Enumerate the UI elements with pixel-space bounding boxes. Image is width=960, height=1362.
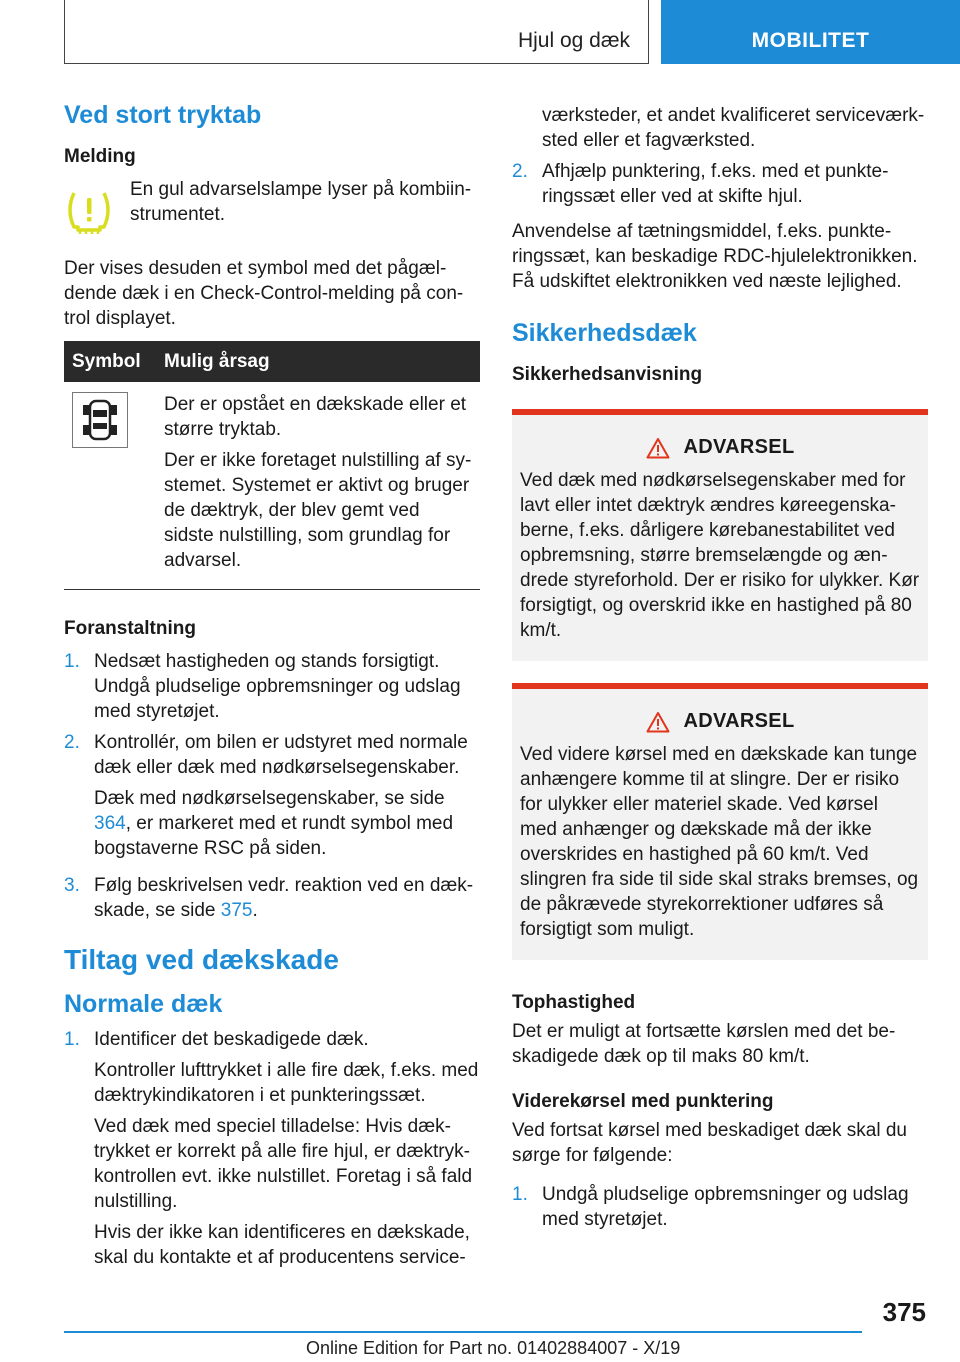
symbol-table bbox=[64, 341, 480, 590]
step-text: Undgå pludselige opbremsninger og udslag med styretøjet. bbox=[542, 1184, 909, 1230]
warning-lamp-text: En gul advarselslampe lyser på kombiinstrumentet. bbox=[130, 179, 472, 225]
tire-position-icon bbox=[72, 392, 128, 448]
symbol-description: Der vises desuden et symbol med det pågældende dæk i en Check-Control-melding på control displayet. bbox=[64, 258, 464, 329]
label-top-speed: Tophastighed bbox=[512, 992, 636, 1013]
left-column bbox=[64, 100, 480, 1286]
sealant-note: Anvendelse af tætningsmiddel, f.eks. punkteringssæt, kan beskadige RDC-hjulelektronikken. Få udskiftet elektronikken ved næste lejlighed. bbox=[512, 221, 918, 292]
step-number: 3. bbox=[64, 875, 80, 896]
warning-triangle-icon bbox=[646, 437, 670, 459]
page-link-364[interactable]: 364 bbox=[94, 813, 126, 834]
list-item bbox=[64, 873, 480, 923]
label-message: Melding bbox=[64, 146, 136, 167]
step-number: 1. bbox=[64, 651, 80, 672]
step-text: Følg beskrivelsen vedr. reaktion ved en dækskade, se side 375. bbox=[94, 875, 474, 921]
table-header-symbol: Symbol bbox=[64, 341, 156, 382]
warning-text: Ved videre kørsel med en dækskade kan tunge anhængere komme til at slingre. Der er risiko for ulykker eller materiel skade. Ved kørsel med anhænger og dækskade må der ikke overskrides en hastighed på 60 km/t. Ved slingren fra side til side skal straks bremses, og de påkrævede styrekorrektioner udføres så forsigtigt som muligt. bbox=[520, 744, 919, 940]
table-cell-cause bbox=[156, 382, 480, 590]
heading-safety-tires: Sikkerhedsdæk bbox=[512, 319, 697, 347]
warning-lamp-row bbox=[64, 177, 480, 242]
heading-normal-tires: Normale dæk bbox=[64, 990, 223, 1018]
cause-1: Der er opstået en dækskade eller et større tryktab. bbox=[164, 394, 467, 440]
step-number: 2. bbox=[512, 161, 528, 182]
header-section-title: Hjul og dæk bbox=[517, 29, 630, 52]
table-row bbox=[64, 382, 480, 590]
step-note: Ved dæk med speciel tilladelse: Hvis dæktrykket er korrekt på alle fire hjul, er dæktrykkontrollen evt. ikke nulstillet. Foretag i så fald nulstilling. bbox=[94, 1116, 473, 1212]
step-number: 1. bbox=[512, 1184, 528, 1205]
normal-steps bbox=[64, 1027, 480, 1276]
list-item bbox=[64, 649, 480, 724]
warning-box-1 bbox=[512, 409, 928, 661]
step-note: Hvis der ikke kan identificeres en dækskade, skal du kontakte et af producentens service- bbox=[94, 1222, 470, 1268]
label-continue-puncture: Viderekørsel med punktering bbox=[512, 1091, 774, 1112]
footer-divider bbox=[64, 1331, 862, 1333]
step-note: Kontroller lufttrykket i alle fire dæk, f.eks. med dæktrykindikatoren i et punkteringssæt. bbox=[94, 1060, 479, 1106]
cause-2: Der er ikke foretaget nulstilling af systemet. Systemet er aktivt og bruger de dæktryk, der blev gemt ved sidste nulstilling, som grundlag for advarsel. bbox=[164, 450, 472, 571]
step-text: Afhjælp punktering, f.eks. med et punkteringssæt eller ved at skifte hjul. bbox=[542, 161, 889, 207]
warning-text: Ved dæk med nødkørselsegenskaber med for lavt eller intet dæktryk ændres køreegenskaberne, f.eks. dårligere kørebanestabilitet ved opbremsning, større bremselængde og ændrede styreforhold. Der er risiko for ulykker. Kør forsigtigt, og overskrid ikke en hastighed på 80 km/t. bbox=[520, 470, 920, 641]
step-body bbox=[94, 1027, 480, 1276]
header-chapter-tab[interactable]: MOBILITET bbox=[661, 0, 960, 64]
label-measure: Foranstaltning bbox=[64, 618, 196, 639]
warning-title: ADVARSEL bbox=[520, 709, 920, 734]
step-text: Nedsæt hastigheden og stands forsigtigt. Undgå pludselige opbremsninger og udslag med styretøjet. bbox=[94, 651, 461, 722]
step-body bbox=[94, 730, 480, 867]
page-number: 375 bbox=[882, 1297, 926, 1327]
step-text: Identificer det beskadigede dæk. bbox=[94, 1029, 369, 1050]
footer-edition: Online Edition for Part no. 01402884007 - X/19 bbox=[306, 1338, 681, 1358]
right-column bbox=[512, 103, 928, 1242]
continue-intro: Ved fortsat kørsel med beskadiget dæk skal du sørge for følgende: bbox=[512, 1120, 907, 1166]
step-text: værksteder, et andet kvalificeret serviceværksted eller et fagværksted. bbox=[542, 105, 925, 151]
step-text: Kontrollér, om bilen er udstyret med normale dæk eller dæk med nødkørselsegenskaber. bbox=[94, 732, 468, 778]
list-item bbox=[64, 1027, 480, 1276]
continued-steps bbox=[512, 103, 928, 209]
heading-pressure-loss: Ved stort tryktab bbox=[64, 101, 262, 129]
list-item bbox=[64, 730, 480, 867]
page-link-375[interactable]: 375 bbox=[220, 900, 253, 921]
step-number: 2. bbox=[64, 732, 80, 753]
heading-tire-damage: Tiltag ved dækskade bbox=[64, 944, 339, 975]
top-speed-text: Det er muligt at fortsætte kørslen med det beskadigede dæk op til maks 80 km/t. bbox=[512, 1021, 896, 1067]
step-note: Dæk med nødkørselsegenskaber, se side 364, er markeret med et rundt symbol med bogstaverne RSC på siden. bbox=[94, 788, 454, 859]
list-item bbox=[512, 159, 928, 209]
measure-steps bbox=[64, 649, 480, 923]
warning-triangle-icon bbox=[646, 711, 670, 733]
warning-box-2 bbox=[512, 683, 928, 960]
warning-title: ADVARSEL bbox=[520, 435, 920, 460]
tire-pressure-warning-icon bbox=[64, 177, 130, 242]
list-item bbox=[512, 103, 928, 153]
table-cell-symbol bbox=[64, 382, 156, 590]
table-header-cause: Mulig årsag bbox=[156, 341, 480, 382]
list-item bbox=[512, 1182, 928, 1232]
step-number: 1. bbox=[64, 1029, 80, 1050]
continue-steps bbox=[512, 1182, 928, 1232]
label-safety-notice: Sikkerhedsanvisning bbox=[512, 364, 703, 385]
